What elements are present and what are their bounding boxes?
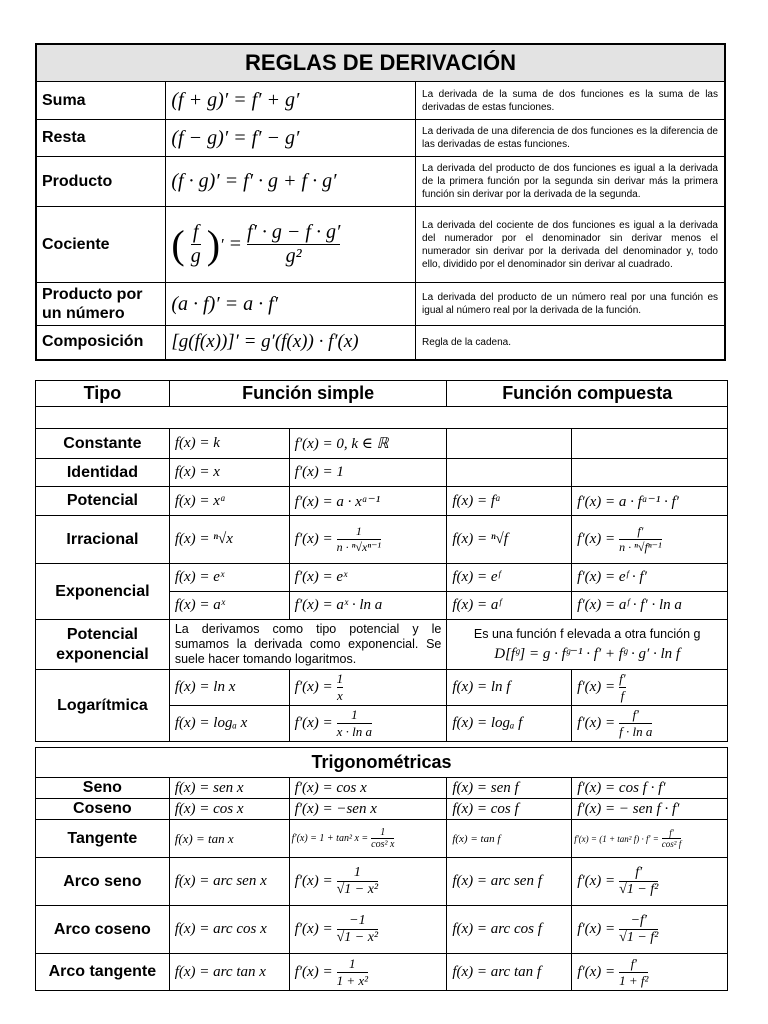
compound-function: f(x) = arc sen f [447, 858, 572, 906]
row-potencial-exponencial [36, 620, 728, 670]
fraction-denominator: f · ln a [619, 724, 653, 739]
type-name: Constante [36, 429, 170, 459]
fraction-numerator: f′ [635, 865, 643, 880]
rule-row-suma [36, 82, 725, 120]
fraction-denominator: n · ⁿ√fⁿ⁻¹ [619, 540, 662, 554]
row-exponencial-e [36, 564, 728, 592]
compound-function: f(x) = tan f [447, 820, 572, 858]
header-row [36, 381, 728, 407]
simple-function: f(x) = x [169, 459, 289, 487]
simple-derivative: f′(x) = 1 n · ⁿ√xⁿ⁻¹ [289, 516, 447, 564]
simple-function: f(x) = aˣ [169, 592, 289, 620]
compound-function: f(x) = ln f [447, 670, 572, 706]
header-simple: Función simple [169, 381, 447, 407]
rule-name: Producto [36, 157, 166, 207]
trig-header-row [36, 748, 728, 778]
header-tipo: Tipo [36, 381, 170, 407]
trig-table [35, 747, 728, 991]
compound-derivative: f′(x) = f′ f · ln a [572, 706, 728, 742]
compound-note-text: Es una función f elevada a otra función g [473, 626, 701, 641]
simple-function: f(x) = xᵃ [169, 487, 289, 516]
fraction-denominator: cos² x [371, 839, 395, 850]
row-potencial [36, 487, 728, 516]
compound-derivative: f′(x) = aᶠ · f′ · ln a [572, 592, 728, 620]
fraction-numerator: f′ [632, 707, 639, 722]
row-irracional [36, 516, 728, 564]
fraction-numerator: f′ [669, 828, 674, 838]
row-constante [36, 429, 728, 459]
row-coseno [36, 799, 728, 820]
compound-function: f(x) = eᶠ [447, 564, 572, 592]
rule-name: Cociente [36, 207, 166, 283]
type-name: Exponencial [36, 564, 170, 620]
simple-function: f(x) = ⁿ√x [169, 516, 289, 564]
fraction-numerator: −f′ [630, 913, 647, 928]
simple-derivative: f′(x) = a · xᵃ⁻¹ [289, 487, 447, 516]
compound-derivative: f′(x) = − sen f · f′ [572, 799, 728, 820]
rule-formula: [g(f(x))]′ = g′(f(x)) · f′(x) [166, 326, 416, 360]
row-arco-seno [36, 858, 728, 906]
fraction-denominator: √1 − x² [336, 882, 379, 897]
simple-derivative: f′(x) = 1 1 + x² [289, 954, 447, 991]
fraction-numerator: 1 [353, 865, 361, 880]
fraction-denominator: g² [285, 245, 302, 267]
fraction-numerator: f′ [619, 671, 626, 686]
row-tangente [36, 820, 728, 858]
compound-function: f(x) = cos f [447, 799, 572, 820]
compound-function: f(x) = logₐ f [447, 706, 572, 742]
rule-description: La derivada del producto de dos funciones es igual a la derivada de la primera función por la segunda sin derivar más la primera función sin derivar por la derivada de la segunda. [416, 157, 725, 207]
fraction-denominator: cos² f [661, 839, 682, 849]
rule-description: La derivada de la suma de dos funciones es la suma de las derivadas de estas funciones. [416, 82, 725, 120]
compound-note-formula: D[fᵍ] = g · fᵍ⁻¹ · f′ + fᵍ · g′ · ln f [494, 645, 681, 662]
rule-description: La derivada de una diferencia de dos funciones es la diferencia de las derivadas de estas funciones. [416, 120, 725, 157]
fraction-denominator: x · ln a [336, 724, 373, 739]
rule-name: Composición [36, 326, 166, 360]
simple-derivative: f′(x) = 1 x · ln a [289, 706, 447, 742]
rule-row-producto-numero [36, 283, 725, 326]
type-name: Potencial [36, 487, 170, 516]
fraction-numerator: f [192, 221, 199, 243]
row-seno [36, 778, 728, 799]
type-name: Arco seno [36, 858, 170, 906]
rule-formula: (f · g)′ = f′ · g + f · g′ [166, 157, 416, 207]
simple-derivative: f′(x) = 1 x [289, 670, 447, 706]
spacer-row [36, 407, 728, 429]
fraction-numerator: f′ [637, 524, 644, 538]
simple-function: f(x) = eˣ [169, 564, 289, 592]
simple-derivative: f′(x) = cos x [289, 778, 447, 799]
compound-function: f(x) = arc cos f [447, 906, 572, 954]
fraction-numerator: −1 [349, 913, 366, 928]
row-logaritmica-ln [36, 670, 728, 706]
type-name: Irracional [36, 516, 170, 564]
simple-derivative: f′(x) = 1 + tan² x = 1 cos² x [289, 820, 447, 858]
type-name: Arco coseno [36, 906, 170, 954]
compound-function: f(x) = arc tan f [447, 954, 572, 991]
simple-derivative: f′(x) = aˣ · ln a [289, 592, 447, 620]
compound-derivative: f′(x) = −f′ √1 − f² [572, 906, 728, 954]
simple-derivative: f′(x) = 0, k ∈ ℝ [289, 429, 447, 459]
compound-derivative: f′(x) = a · fᵃ⁻¹ · f′ [572, 487, 728, 516]
header-compuesta: Función compuesta [447, 381, 728, 407]
type-name: Potencial exponencial [36, 620, 170, 670]
rule-formula: (f + g)′ = f′ + g′ [166, 82, 416, 120]
simple-derivative: f′(x) = 1 [289, 459, 447, 487]
simple-derivative: f′(x) = −sen x [289, 799, 447, 820]
compound-function: f(x) = fᵃ [447, 487, 572, 516]
fraction-denominator: 1 + x² [336, 972, 369, 988]
rule-description: La derivada del cociente de dos funciones es igual a la derivada del numerador por el denominador sin derivar menos el numerador sin derivar por la derivada del denominador y, todo ello, dividido por el denominador sin derivar al cuadrado. [416, 207, 725, 283]
fraction-denominator: √1 − f² [619, 930, 659, 945]
compound-derivative: f′(x) = f′ f [572, 670, 728, 706]
simple-function: f(x) = cos x [169, 799, 289, 820]
rules-table [35, 43, 726, 361]
simple-note: La derivamos como tipo potencial y le sumamos la derivada como exponencial. Se suele hacer tomando logaritmos. [169, 620, 447, 670]
compound-derivative: f′(x) = f′ n · ⁿ√fⁿ⁻¹ [572, 516, 728, 564]
trig-title: Trigonométricas [36, 748, 728, 778]
simple-function: f(x) = k [169, 429, 289, 459]
simple-derivative: f′(x) = −1 √1 − x² [289, 906, 447, 954]
type-name: Tangente [36, 820, 170, 858]
simple-derivative: f′(x) = 1 √1 − x² [289, 858, 447, 906]
compound-derivative: f′(x) = f′ √1 − f² [572, 858, 728, 906]
rule-row-composicion [36, 326, 725, 360]
type-name: Identidad [36, 459, 170, 487]
compound-function: f(x) = aᶠ [447, 592, 572, 620]
rules-title: REGLAS DE DERIVACIÓN [36, 44, 725, 82]
compound-function: f(x) = ⁿ√f [447, 516, 572, 564]
rule-name: Producto por un número [36, 283, 166, 326]
fraction-denominator: x [336, 688, 343, 703]
type-name: Seno [36, 778, 170, 799]
fraction-numerator: 1 [336, 671, 344, 686]
compound-derivative: f′(x) = eᶠ · f′ [572, 564, 728, 592]
rule-name: Resta [36, 120, 166, 157]
fraction-numerator: 1 [351, 707, 358, 722]
row-arco-tangente [36, 954, 728, 991]
rule-formula: (f − g)′ = f′ − g′ [166, 120, 416, 157]
fraction-denominator: f [620, 688, 625, 703]
type-name: Logarítmica [36, 670, 170, 742]
fraction-denominator: √1 − f² [619, 882, 659, 897]
simple-function: f(x) = arc tan x [169, 954, 289, 991]
rule-row-producto [36, 157, 725, 207]
rule-row-resta [36, 120, 725, 157]
type-name: Arco tangente [36, 954, 170, 991]
row-arco-coseno [36, 906, 728, 954]
rule-description: Regla de la cadena. [416, 326, 725, 360]
rule-formula: (a · f)′ = a · f′ [166, 283, 416, 326]
compound-derivative: f′(x) = f′ 1 + f² [572, 954, 728, 991]
simple-function: f(x) = sen x [169, 778, 289, 799]
compound-note [447, 620, 728, 670]
simple-derivative: f′(x) = eˣ [289, 564, 447, 592]
simple-function: f(x) = arc sen x [169, 858, 289, 906]
fraction-denominator: g [190, 245, 201, 267]
compound-derivative: f′(x) = cos f · f′ [572, 778, 728, 799]
rule-formula: ( f g ) ′ = f′ · g − f · g′ g² [166, 207, 416, 283]
compound-function: f(x) = sen f [447, 778, 572, 799]
compound-derivative: f′(x) = (1 + tan² f) · f′ = f′ cos² f [572, 820, 728, 858]
derivatives-table [35, 380, 728, 742]
simple-function: f(x) = tan x [169, 820, 289, 858]
fraction-numerator: f′ · g − f · g′ [246, 221, 341, 243]
fraction-numerator: f′ [630, 955, 638, 971]
fraction-denominator: 1 + f² [619, 972, 649, 988]
row-identidad [36, 459, 728, 487]
type-name: Coseno [36, 799, 170, 820]
simple-function: f(x) = ln x [169, 670, 289, 706]
simple-function: f(x) = arc cos x [169, 906, 289, 954]
rule-row-cociente [36, 207, 725, 283]
rule-name: Suma [36, 82, 166, 120]
fraction-numerator: 1 [355, 524, 362, 538]
fraction-numerator: 1 [380, 827, 386, 838]
rule-description: La derivada del producto de un número real por una función es igual al número real por la derivada de la función. [416, 283, 725, 326]
fraction-numerator: 1 [349, 955, 356, 971]
fraction-denominator: √1 − x² [336, 930, 379, 945]
fraction-denominator: n · ⁿ√xⁿ⁻¹ [336, 540, 382, 554]
simple-function: f(x) = logₐ x [169, 706, 289, 742]
